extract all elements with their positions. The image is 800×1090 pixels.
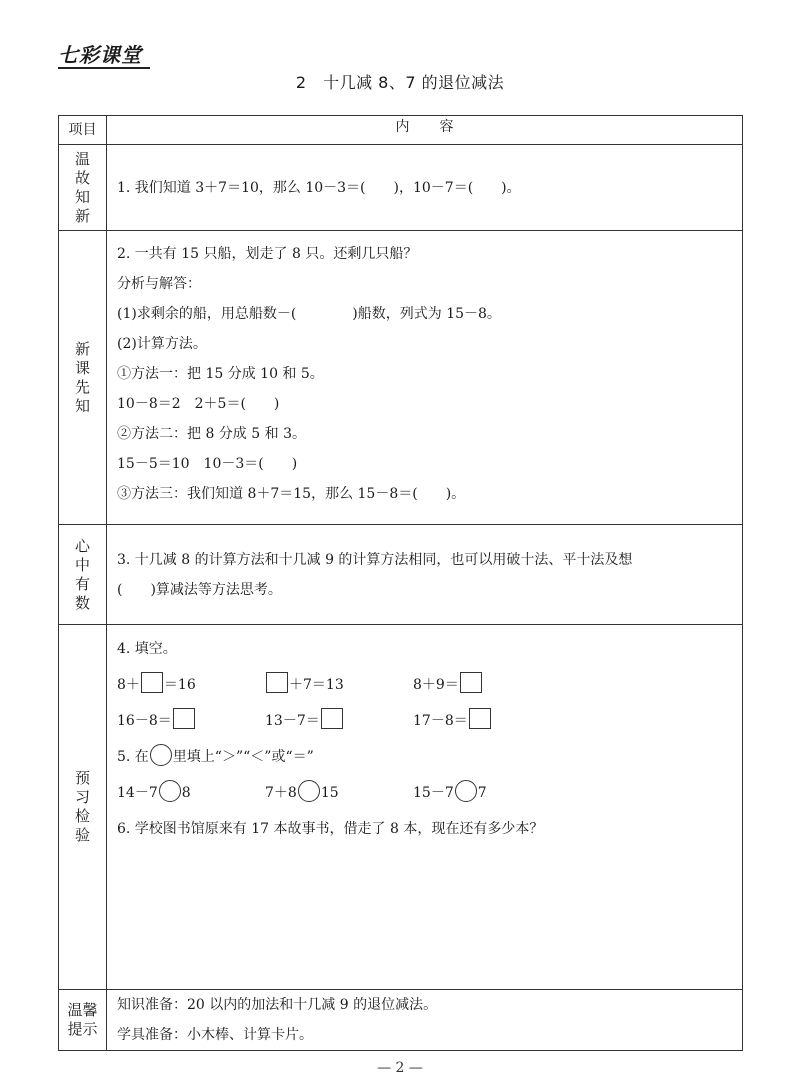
key-points-label: 心中有数	[59, 525, 107, 625]
answer-box[interactable]	[141, 672, 163, 693]
q4-title: 4. 填空。	[117, 641, 177, 657]
q6-question: 6. 学校图书馆原来有 17 本故事书，借走了 8 本，现在还有多少本？	[117, 821, 544, 837]
text-line: 10－8＝2 2＋5＝( )	[117, 396, 280, 412]
text-line: 3. 十几减 8 的计算方法和十几减 9 的计算方法相同，也可以用破十法、平十法及想	[117, 551, 633, 568]
worksheet-table	[58, 115, 743, 1051]
brand-logo	[58, 44, 150, 68]
answer-box[interactable]	[321, 708, 343, 729]
answer-circle[interactable]	[455, 780, 477, 802]
page-title: 2 十几减 8、7 的退位减法	[295, 73, 505, 92]
fill-item: ＋7＝13	[265, 667, 413, 703]
answer-box[interactable]	[266, 672, 288, 693]
text-line: 分析与解答：	[117, 276, 201, 292]
key-points-content	[107, 545, 742, 605]
new-lesson-label: 新课先知	[59, 231, 107, 525]
q5-row	[117, 775, 732, 811]
fill-item: 17－8＝	[413, 703, 563, 739]
preview-label: 预习检验	[59, 625, 107, 990]
new-lesson-content	[107, 231, 742, 509]
review-question: 1. 我们知道 3＋7＝10，那么 10－3＝( )，10－7＝( )。	[117, 179, 521, 196]
circle-icon	[150, 744, 172, 766]
preview-content	[107, 625, 742, 847]
answer-circle[interactable]	[298, 780, 320, 802]
key-points-row	[59, 525, 743, 625]
text-line: (2)计算方法。	[117, 336, 207, 352]
tools-tip: 学具准备：小木棒、计算卡片。	[117, 1027, 313, 1043]
brand-text: 七彩课堂	[58, 43, 142, 67]
header-row	[59, 116, 743, 145]
q4-row-1	[117, 667, 732, 703]
text-line: 15－5＝10 10－3＝( )	[117, 456, 298, 472]
tips-row	[59, 990, 743, 1051]
answer-box[interactable]	[469, 708, 491, 729]
preview-row	[59, 625, 743, 990]
fill-item: 13－7＝	[265, 703, 413, 739]
review-row	[59, 145, 743, 231]
text-line: ②方法二：把 8 分成 5 和 3。	[117, 426, 306, 442]
text-line: ①方法一：把 15 分成 10 和 5。	[117, 366, 324, 382]
brand-underline	[58, 67, 150, 69]
text-line: 2. 一共有 15 只船，划走了 8 只。还剩几只船？	[117, 246, 418, 262]
page-number: — 2 —	[377, 1060, 423, 1076]
q5-title: 5. 在 里填上“＞”“＜”或“＝”	[117, 739, 732, 775]
answer-box[interactable]	[460, 672, 482, 693]
fill-item: 16－8＝	[117, 703, 265, 739]
compare-item: 7＋8 15	[265, 775, 413, 811]
fill-item: 8＋9＝	[413, 667, 563, 703]
compare-item: 15－7 7	[413, 775, 563, 811]
review-label: 温故知新	[59, 145, 107, 231]
header-content: 内容	[107, 116, 743, 145]
answer-box[interactable]	[173, 708, 195, 729]
header-item: 项目	[59, 116, 107, 145]
knowledge-tip: 知识准备：20 以内的加法和十几减 9 的退位减法。	[117, 997, 438, 1013]
tips-label: 温馨提示	[59, 990, 107, 1051]
tips-content	[107, 990, 742, 1050]
q4-row-2	[117, 703, 732, 739]
answer-circle[interactable]	[159, 780, 181, 802]
text-line: ③方法三：我们知道 8＋7＝15，那么 15－8＝( )。	[117, 486, 466, 502]
text-line: ( )算减法等方法思考。	[117, 581, 282, 598]
fill-item: 8＋ ＝16	[117, 667, 265, 703]
compare-item: 14－7 8	[117, 775, 265, 811]
text-line: (1)求剩余的船，用总船数－( )船数，列式为 15－8。	[117, 306, 501, 322]
new-lesson-row	[59, 231, 743, 525]
